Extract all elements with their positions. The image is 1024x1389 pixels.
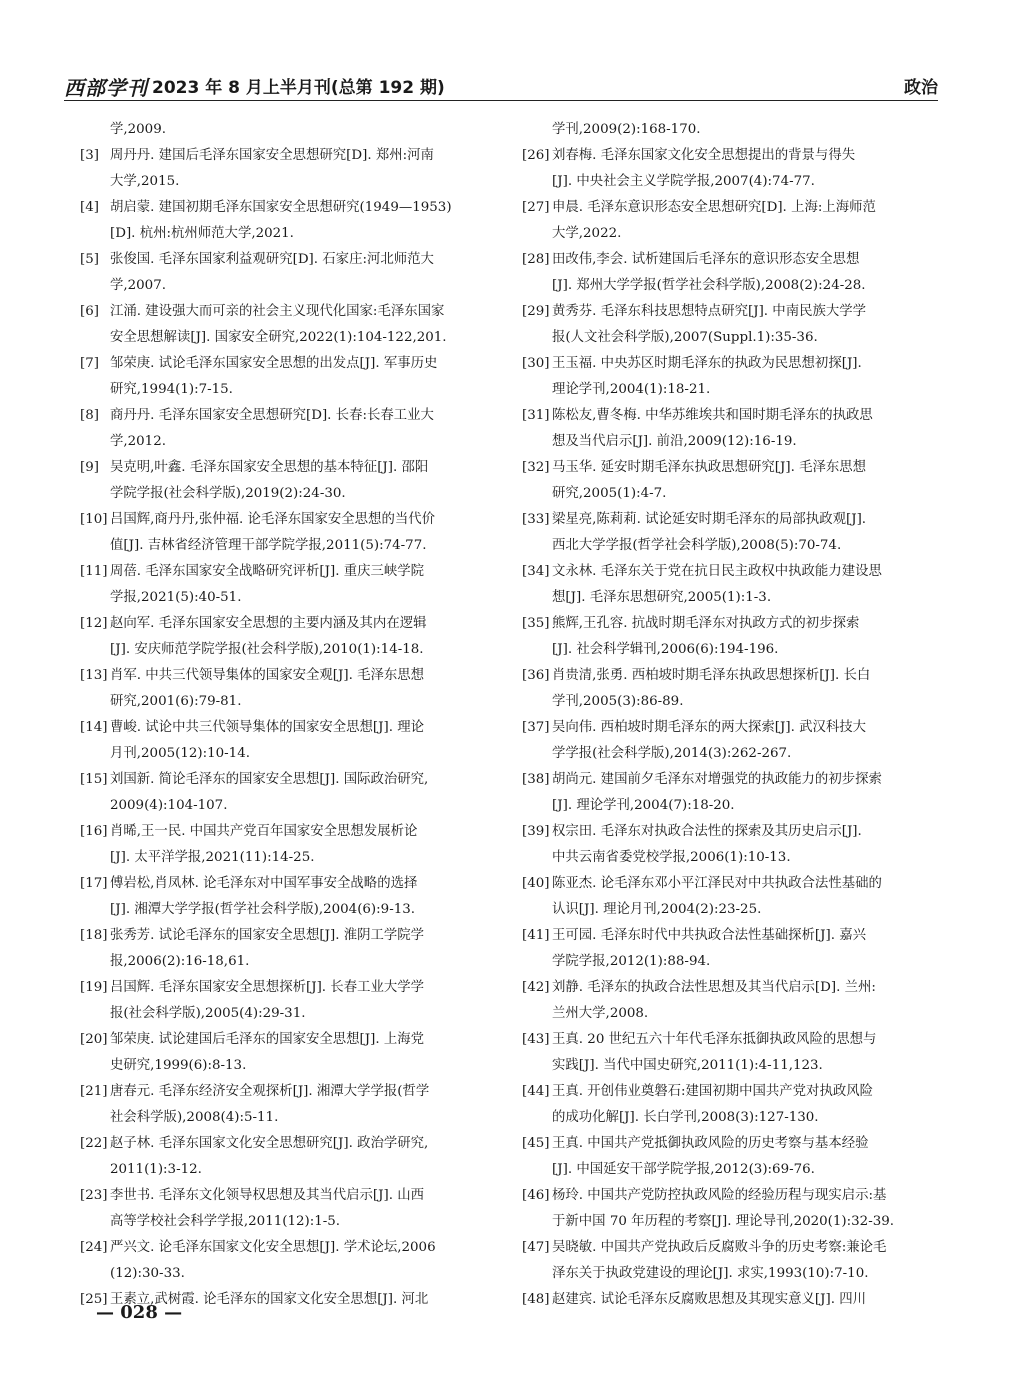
reference-number: [21] bbox=[80, 1084, 108, 1099]
reference-number: [23] bbox=[80, 1188, 108, 1203]
reference-text: 赵向军. 毛泽东国家安全思想的主要内涵及其内在逻辑 bbox=[110, 616, 427, 631]
reference-text-continued: [J]. 理论学刊,2004(7):18-20. bbox=[552, 798, 735, 813]
reference-text-continued: [J]. 郑州大学学报(哲学社会科学版),2008(2):24-28. bbox=[552, 278, 866, 293]
reference-number: [18] bbox=[80, 928, 108, 943]
reference-text: 刘国新. 简论毛泽东的国家安全思想[J]. 国际政治研究, bbox=[110, 772, 429, 787]
reference-text-continued: 学,2007. bbox=[110, 278, 166, 293]
reference-list bbox=[80, 143, 500, 1313]
journal-logo: 西部学刊 bbox=[64, 76, 148, 100]
reference-text: 黄秀芬. 毛泽东科技思想特点研究[J]. 中南民族大学学 bbox=[552, 304, 867, 319]
reference-number: [13] bbox=[80, 668, 108, 683]
reference-text-continued: 研究,2001(6):79-81. bbox=[110, 694, 242, 709]
reference-number: [48] bbox=[522, 1292, 550, 1307]
reference-text: 傅岩松,肖凤林. 论毛泽东对中国军事安全战略的选择 bbox=[110, 876, 418, 891]
reference-text-continued: 学学报(社会科学版),2014(3):262-267. bbox=[552, 746, 792, 761]
reference-item bbox=[80, 663, 500, 715]
reference-item bbox=[522, 1287, 942, 1313]
reference-text-continued: 月刊,2005(12):10-14. bbox=[110, 746, 250, 761]
reference-number: [22] bbox=[80, 1136, 108, 1151]
reference-text-continued: 研究,2005(1):4-7. bbox=[552, 486, 667, 501]
reference-text-continued: 2009(4):104-107. bbox=[110, 798, 228, 813]
reference-text-continued: 想及当代启示[J]. 前沿,2009(12):16-19. bbox=[552, 434, 797, 449]
reference-text-continued: 兰州大学,2008. bbox=[552, 1006, 649, 1021]
reference-text-continued: 报(社会科学版),2005(4):29-31. bbox=[110, 1006, 306, 1021]
reference-text: 刘春梅. 毛泽东国家文化安全思想提出的背景与得失 bbox=[552, 148, 856, 163]
reference-number: [19] bbox=[80, 980, 108, 995]
reference-number: [47] bbox=[522, 1240, 550, 1255]
reference-text-continued: [J]. 太平洋学报,2021(11):14-25. bbox=[110, 850, 315, 865]
reference-text: 王素立,武树霞. 论毛泽东的国家文化安全思想[J]. 河北 bbox=[110, 1292, 429, 1307]
right-column bbox=[522, 117, 942, 1313]
reference-item bbox=[522, 871, 942, 923]
reference-text: 肖军. 中共三代领导集体的国家安全观[J]. 毛泽东思想 bbox=[110, 668, 425, 683]
reference-number: [8] bbox=[80, 408, 99, 423]
reference-text-continued: 中共云南省委党校学报,2006(1):10-13. bbox=[552, 850, 791, 865]
reference-text: 王真. 20 世纪五六十年代毛泽东抵御执政风险的思想与 bbox=[552, 1032, 877, 1047]
reference-item bbox=[80, 871, 500, 923]
reference-number: [35] bbox=[522, 616, 550, 631]
reference-number: [33] bbox=[522, 512, 550, 527]
reference-number: [42] bbox=[522, 980, 550, 995]
reference-item bbox=[80, 819, 500, 871]
reference-text: 陈亚杰. 论毛泽东邓小平江泽民对中共执政合法性基础的 bbox=[552, 876, 882, 891]
reference-item bbox=[522, 1131, 942, 1183]
reference-number: [26] bbox=[522, 148, 550, 163]
reference-number: [5] bbox=[80, 252, 99, 267]
continuation-text: 学,2009. bbox=[110, 122, 166, 137]
reference-item bbox=[522, 1027, 942, 1079]
reference-text: 陈松友,曹冬梅. 中华苏维埃共和国时期毛泽东的执政思 bbox=[552, 408, 873, 423]
reference-text: 申晨. 毛泽东意识形态安全思想研究[D]. 上海:上海师范 bbox=[552, 200, 876, 215]
reference-text-continued: 2011(1):3-12. bbox=[110, 1162, 202, 1177]
reference-number: [39] bbox=[522, 824, 550, 839]
reference-text-continued: 学刊,2005(3):86-89. bbox=[552, 694, 684, 709]
reference-list bbox=[522, 143, 942, 1313]
reference-text: 邹荣庚. 试论毛泽东国家安全思想的出发点[J]. 军事历史 bbox=[110, 356, 438, 371]
reference-number: [41] bbox=[522, 928, 550, 943]
reference-item bbox=[522, 351, 942, 403]
reference-item bbox=[80, 923, 500, 975]
reference-text-continued: 学报,2021(5):40-51. bbox=[110, 590, 242, 605]
reference-item bbox=[80, 299, 500, 351]
section-label: 政治 bbox=[904, 78, 938, 98]
reference-text-continued: 安全思想解读[J]. 国家安全研究,2022(1):104-122,201. bbox=[110, 330, 447, 345]
reference-text: 曹峻. 试论中共三代领导集体的国家安全思想[J]. 理论 bbox=[110, 720, 425, 735]
reference-number: [20] bbox=[80, 1032, 108, 1047]
reference-text-continued: 于新中国 70 年历程的考察[J]. 理论导刊,2020(1):32-39. bbox=[552, 1214, 895, 1229]
reference-text: 吴向伟. 西柏坡时期毛泽东的两大探索[J]. 武汉科技大 bbox=[552, 720, 867, 735]
reference-text-continued: 社会科学版),2008(4):5-11. bbox=[110, 1110, 279, 1125]
reference-item bbox=[522, 1183, 942, 1235]
reference-text-continued: [J]. 安庆师范学院学报(社会科学版),2010(1):14-18. bbox=[110, 642, 424, 657]
reference-item bbox=[80, 143, 500, 195]
reference-number: [10] bbox=[80, 512, 108, 527]
reference-item bbox=[522, 975, 942, 1027]
reference-number: [3] bbox=[80, 148, 99, 163]
reference-text-continued: [J]. 中央社会主义学院学报,2007(4):74-77. bbox=[552, 174, 815, 189]
reference-number: [15] bbox=[80, 772, 108, 787]
reference-item bbox=[80, 247, 500, 299]
reference-text: 权宗田. 毛泽东对执政合法性的探索及其历史启示[J]. bbox=[552, 824, 862, 839]
reference-text-continued: 学,2012. bbox=[110, 434, 166, 449]
reference-number: [17] bbox=[80, 876, 108, 891]
reference-text-continued: [J]. 社会科学辑刊,2006(6):194-196. bbox=[552, 642, 779, 657]
reference-text: 王真. 开创伟业奠磐石:建国初期中国共产党对执政风险 bbox=[552, 1084, 874, 1099]
reference-text: 张秀芳. 试论毛泽东的国家安全思想[J]. 淮阴工学院学 bbox=[110, 928, 425, 943]
reference-text-continued: 大学,2022. bbox=[552, 226, 622, 241]
reference-item bbox=[80, 403, 500, 455]
reference-item bbox=[522, 507, 942, 559]
reference-text: 赵建宾. 试论毛泽东反腐败思想及其现实意义[J]. 四川 bbox=[552, 1292, 867, 1307]
reference-item bbox=[522, 767, 942, 819]
reference-text: 张俊国. 毛泽东国家利益观研究[D]. 石家庄:河北师范大 bbox=[110, 252, 434, 267]
reference-text: 梁星亮,陈莉莉. 试论延安时期毛泽东的局部执政观[J]. bbox=[552, 512, 867, 527]
reference-item bbox=[522, 1079, 942, 1131]
header-rule bbox=[64, 100, 938, 101]
reference-text-continued: 认识[J]. 理论月刊,2004(2):23-25. bbox=[552, 902, 762, 917]
reference-text: 文永林. 毛泽东关于党在抗日民主政权中执政能力建设思 bbox=[552, 564, 882, 579]
reference-text: 严兴文. 论毛泽东国家文化安全思想[J]. 学术论坛,2006 bbox=[110, 1240, 436, 1255]
reference-number: [16] bbox=[80, 824, 108, 839]
reference-item bbox=[80, 1235, 500, 1287]
reference-number: [24] bbox=[80, 1240, 108, 1255]
reference-text-continued: 高等学校社会科学学报,2011(12):1-5. bbox=[110, 1214, 341, 1229]
reference-text: 赵子林. 毛泽东国家文化安全思想研究[J]. 政治学研究, bbox=[110, 1136, 429, 1151]
reference-item bbox=[80, 1027, 500, 1079]
reference-text: 周蓓. 毛泽东国家安全战略研究评析[J]. 重庆三峡学院 bbox=[110, 564, 425, 579]
reference-text: 周丹丹. 建国后毛泽东国家安全思想研究[D]. 郑州:河南 bbox=[110, 148, 434, 163]
reference-text: 王可园. 毛泽东时代中共执政合法性基础探析[J]. 嘉兴 bbox=[552, 928, 867, 943]
reference-item bbox=[80, 975, 500, 1027]
page-number: — 028 — bbox=[96, 1302, 183, 1323]
reference-text-continued: [D]. 杭州:杭州师范大学,2021. bbox=[110, 226, 294, 241]
reference-text-continued: 理论学刊,2004(1):18-21. bbox=[552, 382, 711, 397]
reference-number: [11] bbox=[80, 564, 108, 579]
reference-item bbox=[80, 1183, 500, 1235]
reference-item bbox=[80, 195, 500, 247]
reference-item bbox=[522, 455, 942, 507]
reference-item bbox=[80, 455, 500, 507]
reference-text: 李世书. 毛泽东文化领导权思想及其当代启示[J]. 山西 bbox=[110, 1188, 425, 1203]
reference-text-continued: 的成功化解[J]. 长白学刊,2008(3):127-130. bbox=[552, 1110, 819, 1125]
reference-number: [29] bbox=[522, 304, 550, 319]
reference-number: [32] bbox=[522, 460, 550, 475]
reference-number: [43] bbox=[522, 1032, 550, 1047]
reference-text-continued: 学院学报,2012(1):88-94. bbox=[552, 954, 711, 969]
reference-text: 王玉福. 中央苏区时期毛泽东的执政为民思想初探[J]. bbox=[552, 356, 862, 371]
reference-text-continued: 想[J]. 毛泽东思想研究,2005(1):1-3. bbox=[552, 590, 772, 605]
reference-text-continued: 实践[J]. 当代中国史研究,2011(1):4-11,123. bbox=[552, 1058, 823, 1073]
reference-item bbox=[522, 299, 942, 351]
reference-text: 熊辉,王孔容. 抗战时期毛泽东对执政方式的初步探索 bbox=[552, 616, 860, 631]
reference-number: [12] bbox=[80, 616, 108, 631]
reference-text: 王真. 中国共产党抵御执政风险的历史考察与基本经验 bbox=[552, 1136, 869, 1151]
reference-number: [38] bbox=[522, 772, 550, 787]
reference-text-continued: 报(人文社会科学版),2007(Suppl.1):35-36. bbox=[552, 330, 818, 345]
reference-number: [25] bbox=[80, 1292, 108, 1307]
reference-item bbox=[522, 611, 942, 663]
reference-text: 吴晓敏. 中国共产党执政后反腐败斗争的历史考察:兼论毛 bbox=[552, 1240, 887, 1255]
reference-number: [45] bbox=[522, 1136, 550, 1151]
reference-item bbox=[80, 611, 500, 663]
reference-text: 刘静. 毛泽东的执政合法性思想及其当代启示[D]. 兰州: bbox=[552, 980, 876, 995]
reference-text-continued: [J]. 中国延安干部学院学报,2012(3):69-76. bbox=[552, 1162, 815, 1177]
issue-info: 2023 年 8 月上半月刊(总第 192 期) bbox=[152, 78, 445, 98]
continuation-text: 学刊,2009(2):168-170. bbox=[552, 122, 701, 137]
reference-item bbox=[522, 715, 942, 767]
reference-text: 邹荣庚. 试论建国后毛泽东的国家安全思想[J]. 上海党 bbox=[110, 1032, 425, 1047]
reference-text: 吕国辉,商丹丹,张仲福. 论毛泽东国家安全思想的当代价 bbox=[110, 512, 436, 527]
reference-number: [4] bbox=[80, 200, 99, 215]
reference-item bbox=[80, 1131, 500, 1183]
reference-text-continued: (12):30-33. bbox=[110, 1266, 185, 1281]
reference-item bbox=[522, 247, 942, 299]
reference-number: [9] bbox=[80, 460, 99, 475]
reference-item bbox=[80, 507, 500, 559]
reference-number: [14] bbox=[80, 720, 108, 735]
reference-number: [40] bbox=[522, 876, 550, 891]
reference-item bbox=[522, 143, 942, 195]
left-column bbox=[80, 117, 500, 1313]
reference-number: [28] bbox=[522, 252, 550, 267]
reference-text-continued: 值[J]. 吉林省经济管理干部学院学报,2011(5):74-77. bbox=[110, 538, 427, 553]
reference-text: 吕国辉. 毛泽东国家安全思想探析[J]. 长春工业大学学 bbox=[110, 980, 425, 995]
page-header bbox=[64, 68, 938, 102]
reference-text: 马玉华. 延安时期毛泽东执政思想研究[J]. 毛泽东思想 bbox=[552, 460, 867, 475]
reference-number: [44] bbox=[522, 1084, 550, 1099]
reference-text-continued: 大学,2015. bbox=[110, 174, 180, 189]
reference-text: 商丹丹. 毛泽东国家安全思想研究[D]. 长春:长春工业大 bbox=[110, 408, 434, 423]
reference-number: [37] bbox=[522, 720, 550, 735]
reference-text: 胡启蒙. 建国初期毛泽东国家安全思想研究(1949—1953) bbox=[110, 200, 452, 215]
reference-text: 吴克明,叶鑫. 毛泽东国家安全思想的基本特征[J]. 邵阳 bbox=[110, 460, 429, 475]
reference-text: 肖晞,王一民. 中国共产党百年国家安全思想发展析论 bbox=[110, 824, 418, 839]
reference-item bbox=[522, 559, 942, 611]
reference-item bbox=[522, 1235, 942, 1287]
reference-number: [6] bbox=[80, 304, 99, 319]
reference-number: [36] bbox=[522, 668, 550, 683]
reference-text: 江涌. 建设强大而可亲的社会主义现代化国家:毛泽东国家 bbox=[110, 304, 445, 319]
reference-item bbox=[80, 767, 500, 819]
reference-text: 胡尚元. 建国前夕毛泽东对增强党的执政能力的初步探索 bbox=[552, 772, 882, 787]
reference-number: [31] bbox=[522, 408, 550, 423]
reference-text-continued: 西北大学学报(哲学社会科学版),2008(5):70-74. bbox=[552, 538, 842, 553]
reference-number: [30] bbox=[522, 356, 550, 371]
reference-text: 杨玲. 中国共产党防控执政风险的经验历程与现实启示:基 bbox=[552, 1188, 887, 1203]
reference-item bbox=[80, 715, 500, 767]
reference-number: [34] bbox=[522, 564, 550, 579]
reference-text-continued: 学院学报(社会科学版),2019(2):24-30. bbox=[110, 486, 346, 501]
reference-item bbox=[80, 351, 500, 403]
reference-text-continued: 泽东关于执政党建设的理论[J]. 求实,1993(10):7-10. bbox=[552, 1266, 869, 1281]
reference-text-continued: [J]. 湘潭大学学报(哲学社会科学版),2004(6):9-13. bbox=[110, 902, 416, 917]
reference-number: [27] bbox=[522, 200, 550, 215]
reference-text-continued: 研究,1994(1):7-15. bbox=[110, 382, 233, 397]
reference-item bbox=[80, 559, 500, 611]
reference-text: 肖贵清,张勇. 西柏坡时期毛泽东执政思想探析[J]. 长白 bbox=[552, 668, 871, 683]
reference-item bbox=[522, 819, 942, 871]
reference-text-continued: 报,2006(2):16-18,61. bbox=[110, 954, 250, 969]
reference-item bbox=[80, 1079, 500, 1131]
reference-text: 田改伟,李会. 试析建国后毛泽东的意识形态安全思想 bbox=[552, 252, 860, 267]
reference-item bbox=[522, 663, 942, 715]
reference-number: [7] bbox=[80, 356, 99, 371]
reference-item bbox=[522, 195, 942, 247]
reference-item bbox=[522, 403, 942, 455]
reference-number: [46] bbox=[522, 1188, 550, 1203]
reference-text-continued: 史研究,1999(6):8-13. bbox=[110, 1058, 247, 1073]
reference-item bbox=[522, 923, 942, 975]
reference-text: 唐春元. 毛泽东经济安全观探析[J]. 湘潭大学学报(哲学 bbox=[110, 1084, 430, 1099]
